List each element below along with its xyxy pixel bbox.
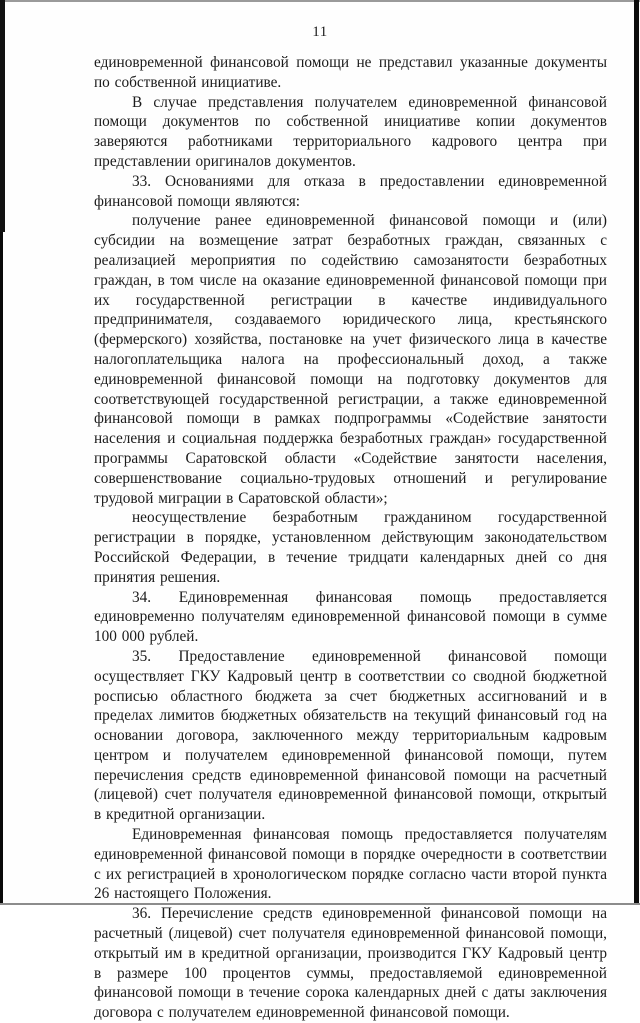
paragraph: получение ранее единовременной финансовой помощи и (или) субсидии на возмещение затрат безработных граждан, связанных с реализацией мероприятия по содействию самозанятости безработных граждан, в том числе на оказание единовременной финансовой помощи при их государственной регистрации в качестве индивидуального предпринимателя, создаваемого юридического лица, крестьянского (фермерского) хозяйства, постановке на учет физического лица в качестве налогоплательщика налога на профессиональный доход, а также единовременной финансовой помощи на подготовку документов для соответствующей государственной регистрации, а также единовременной финансовой помощи в рамках подпрограммы «Содействие занятости населения и социальная поддержка безработных граждан» государственной программы Саратовской области «Содействие занятости населения, совершенствование социально-трудовых отношений и регулирование трудовой миграции в Саратовской области»; xyxy=(94,212,607,507)
scan-edge-right xyxy=(634,0,639,905)
paragraph: В случае представления получателем единовременной финансовой помощи документов по собственной инициативе копии документов заверяются работниками территориального кадрового центра при представлении оригиналов документов. xyxy=(94,93,607,170)
paragraph: Единовременная финансовая помощь предоставляется получателям единовременной финансовой помощи в порядке очередности в соответствии с их регистрацией в хронологическом порядке согласно части второй пункта 26 настоящего Положения. xyxy=(94,826,607,903)
paragraph: 34. Единовременная финансовая помощь предоставляется единовременно получателям единовременной финансовой помощи в сумме 100 000 рублей. xyxy=(94,588,607,646)
paragraph: 36. Перечисление средств единовременной финансовой помощи на расчетный (лицевой) счет получателя единовременной финансовой помощи, открытый им в кредитной организации, производится ГКУ Кадровый центр в размере 100 процентов суммы, предоставляемой единовременной финансовой помощи в течение сорока календарных дней с даты заключения договора с получателем единовременной финансовой помощи. xyxy=(94,905,607,1022)
paragraph: единовременной финансовой помощи не представил указанные документы по собственной инициативе. xyxy=(94,54,607,91)
scan-edge-top xyxy=(0,0,640,2)
page-number: 11 xyxy=(312,24,328,40)
document-body xyxy=(94,53,607,1023)
paragraph: неосуществление безработным гражданином государственной регистрации в порядке, установленном действующим законодательством Российской Федерации, в течение тридцати календарных дней со дня принятия решения. xyxy=(94,509,607,586)
paragraph: 33. Основаниями для отказа в предоставлении единовременной финансовой помощи являются: xyxy=(94,172,607,210)
paragraph: 35. Предоставление единовременной финансовой помощи осуществляет ГКУ Кадровый центр в соответствии со сводной бюджетной росписью областного бюджета за счет бюджетных ассигнований и в пределах лимитов бюджетных обязательств на текущий финансовый год на основании договора, заключенного между территориальным кадровым центром и получателем единовременной финансовой помощи, путем перечисления средств единовременной финансовой помощи на расчетный (лицевой) счет получателя единовременной финансовой помощи, открытый в кредитной организации. xyxy=(94,647,607,824)
